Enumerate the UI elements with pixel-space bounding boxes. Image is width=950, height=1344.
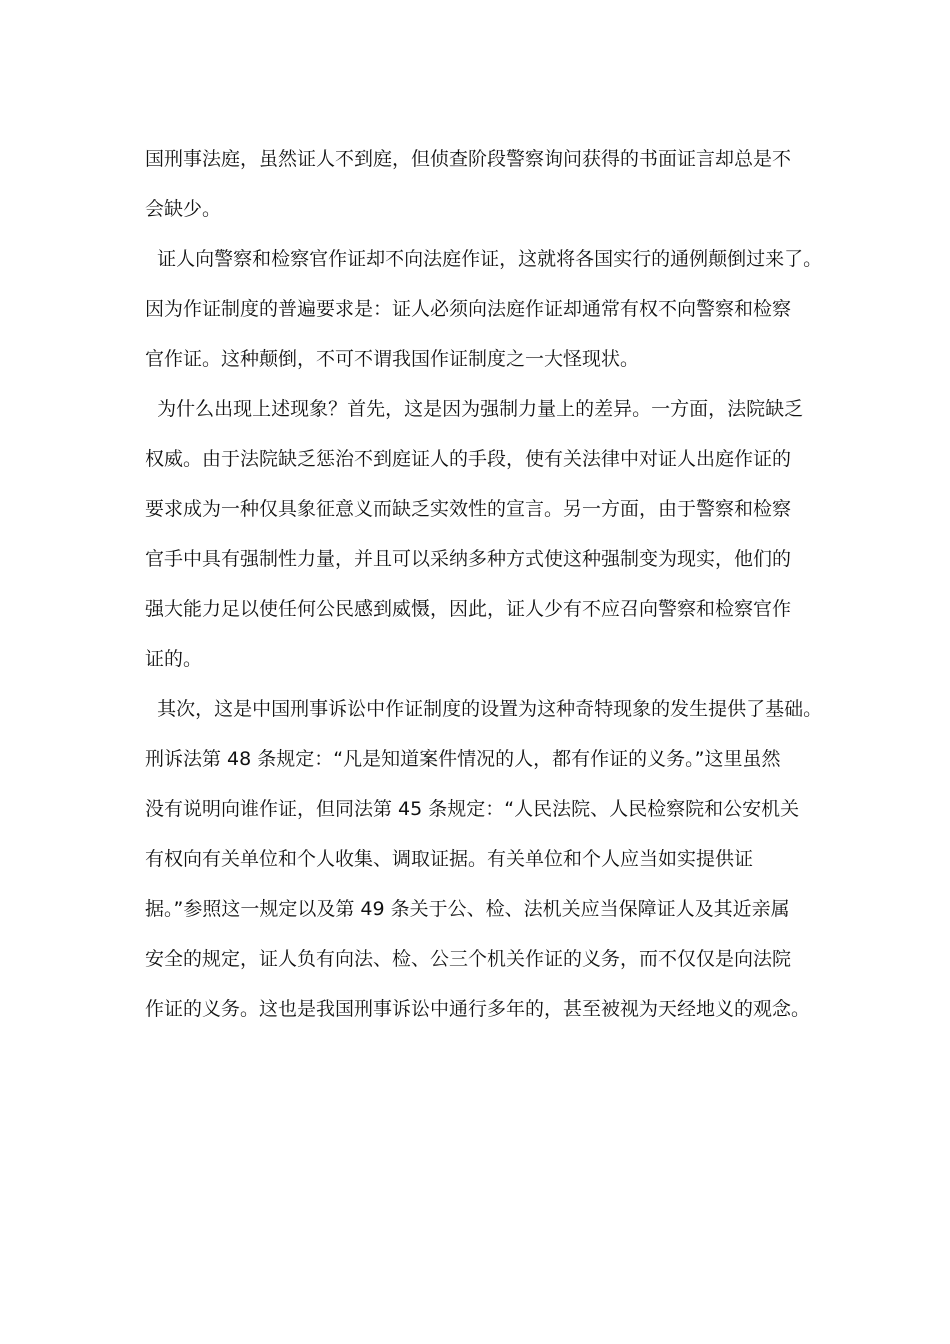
text-line: 有权向有关单位和个人收集、调取证据。有关单位和个人应当如实提供证 bbox=[145, 848, 754, 870]
text-line: 为什么出现上述现象？首先，这是因为强制力量上的差异。一方面，法院缺乏 bbox=[145, 398, 804, 420]
text-line: 权威。由于法院缺乏惩治不到庭证人的手段，使有关法律中对证人出庭作证的 bbox=[145, 448, 792, 470]
text-line: 证的。 bbox=[145, 648, 203, 670]
text-line: 会缺少。 bbox=[145, 198, 222, 220]
text-line: 没有说明向谁作证，但同法第 45 条规定：“人民法院、人民检察院和公安机关 bbox=[145, 798, 800, 820]
text-line: 其次，这是中国刑事诉讼中作证制度的设置为这种奇特现象的发生提供了基础。 bbox=[145, 698, 823, 720]
text-line: 安全的规定，证人负有向法、检、公三个机关作证的义务，而不仅仅是向法院 bbox=[145, 948, 792, 970]
paragraph-2 bbox=[145, 234, 823, 384]
document-body bbox=[145, 134, 823, 1034]
text-line: 证人向警察和检察官作证却不向法庭作证，这就将各国实行的通例颠倒过来了。 bbox=[145, 248, 823, 270]
text-line: 据。”参照这一规定以及第 49 条关于公、检、法机关应当保障证人及其近亲属 bbox=[145, 898, 790, 920]
text-line: 作证的义务。这也是我国刑事诉讼中通行多年的，甚至被视为天经地义的观念。 bbox=[145, 998, 811, 1020]
paragraph-1 bbox=[145, 134, 820, 234]
text-line: 因为作证制度的普遍要求是：证人必须向法庭作证却通常有权不向警察和检察 bbox=[145, 298, 792, 320]
text-line: 官手中具有强制性力量，并且可以采纳多种方式使这种强制变为现实，他们的 bbox=[145, 548, 792, 570]
text-line: 要求成为一种仅具象征意义而缺乏实效性的宣言。另一方面，由于警察和检察 bbox=[145, 498, 792, 520]
paragraph-4 bbox=[145, 684, 823, 1034]
text-line: 国刑事法庭，虽然证人不到庭，但侦查阶段警察询问获得的书面证言却总是不 bbox=[145, 148, 792, 170]
paragraph-3 bbox=[145, 384, 820, 684]
text-line: 强大能力足以使任何公民感到威慑，因此，证人少有不应召向警察和检察官作 bbox=[145, 598, 792, 620]
text-line: 官作证。这种颠倒，不可不谓我国作证制度之一大怪现状。 bbox=[145, 348, 640, 370]
text-line: 刑诉法第 48 条规定：“凡是知道案件情况的人，都有作证的义务。”这里虽然 bbox=[145, 748, 781, 770]
